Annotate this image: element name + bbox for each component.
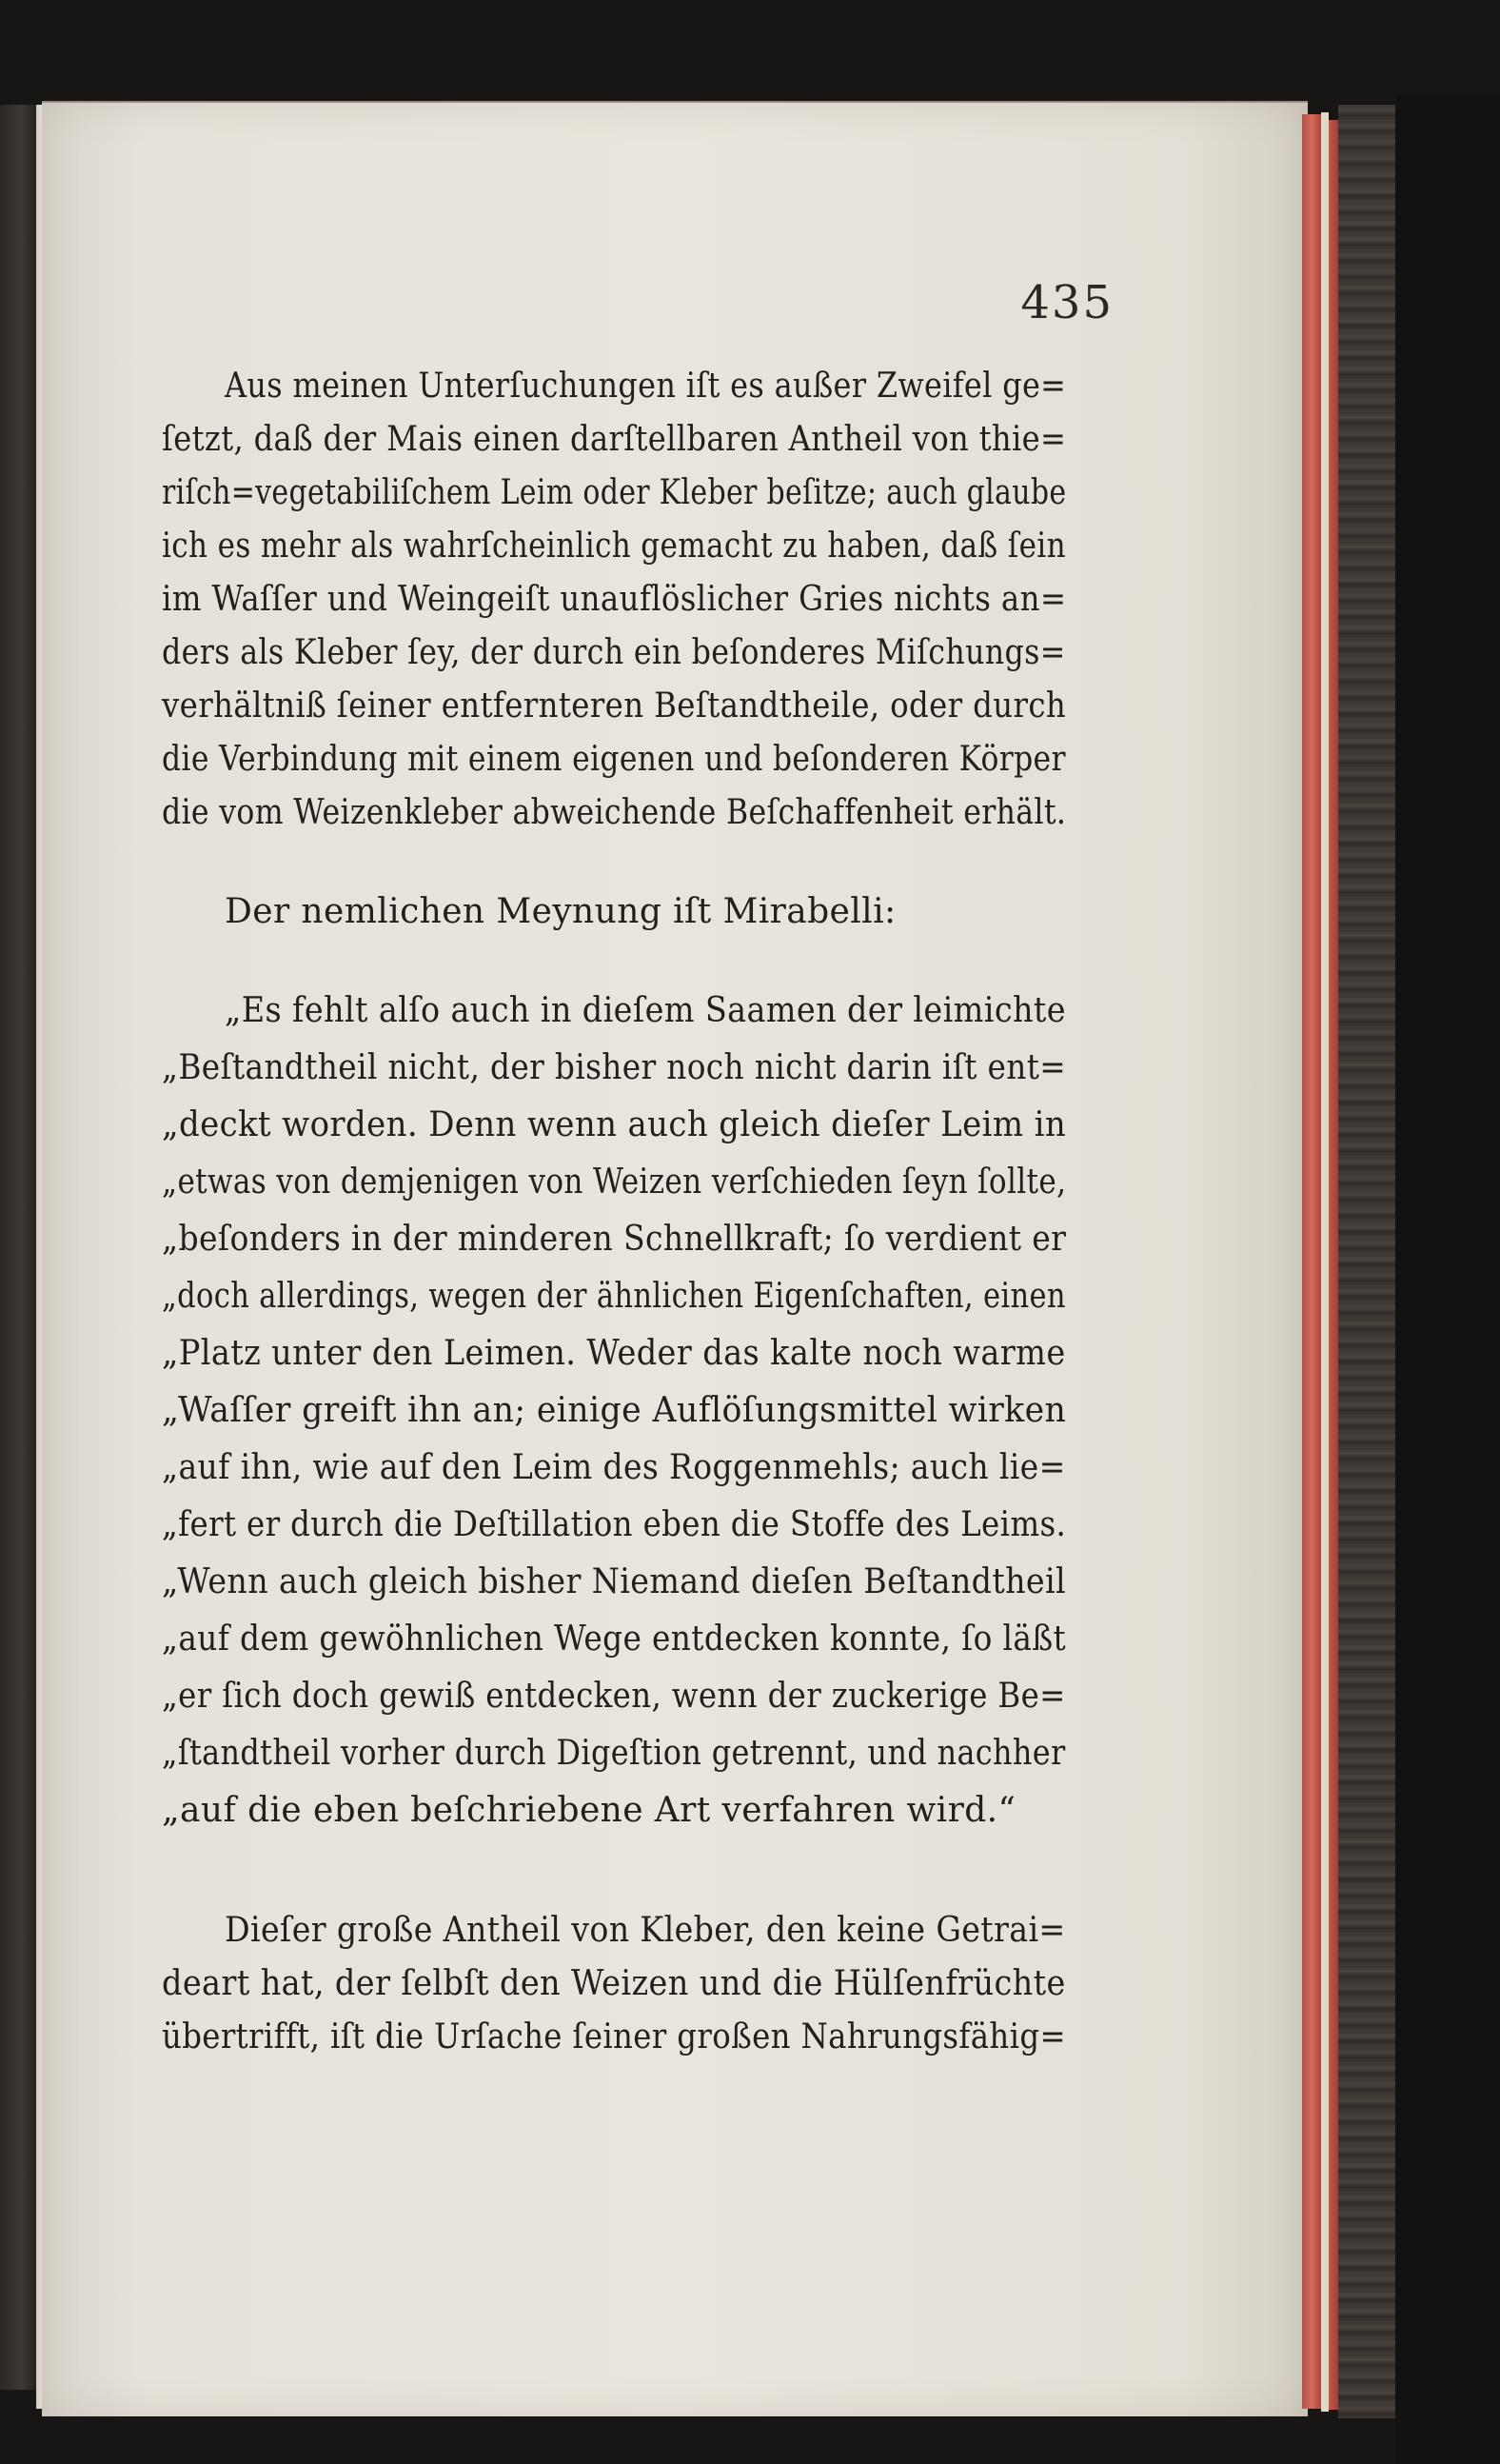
paragraph-1-line: die Verbindung mit einem eigenen und beſonderen Körper — [162, 740, 1066, 779]
paragraph-1-line: riſch=vegetabiliſchem Leim oder Kleber beſitze; auch glaube — [162, 473, 1067, 512]
paragraph-1-line: verhältniß ſeiner entfernteren Beſtandtheile, oder durch — [162, 686, 1067, 725]
quote-line: „er ſich doch gewiß entdecken, wenn der zuckerige Be= — [162, 1677, 1066, 1716]
left-cover-board — [0, 105, 36, 2390]
quote-line: „Es fehlt alſo auch in dieſem Saamen der leimichte — [225, 991, 1066, 1030]
red-fore-edge — [1302, 114, 1321, 2409]
quote-line: „doch allerdings, wegen der ähnlichen Eigenſchaften, einen — [162, 1277, 1066, 1316]
quote-line: „Platz unter den Leimen. Weder das kalte noch warme — [162, 1334, 1066, 1373]
quote-line: „deckt worden. Denn wenn auch gleich dieſer Leim in — [162, 1105, 1067, 1144]
scan-dark-margin — [1395, 95, 1500, 2464]
quote-line: „Beſtandtheil nicht, der bisher noch nicht darin iſt ent= — [162, 1048, 1067, 1087]
quote-line: „auf die eben beſchriebene Art verfahren wird.“ — [162, 1791, 1016, 1830]
quote-line: „etwas von demjenigen von Weizen verſchieden ſeyn ſollte, — [162, 1162, 1067, 1202]
paragraph-1-line: Aus meinen Unterſuchungen iſt es außer Zweifel ge= — [225, 367, 1067, 406]
right-cover-board — [1338, 105, 1395, 2418]
intro-line: Der nemlichen Meynung iſt Mirabelli: — [225, 892, 897, 931]
quote-line: „auf dem gewöhnlichen Wege entdecken konnte, ſo läßt — [162, 1619, 1067, 1659]
quote-line: „auf ihn, wie auf den Leim des Roggenmehls; auch lie= — [162, 1448, 1066, 1487]
paragraph-2-line: deart hat, der ſelbſt den Weizen und die Hülſenfrüchte — [162, 1964, 1066, 2003]
paragraph-1-line: im Waſſer und Weingeiſt unauflöslicher Gries nichts an= — [162, 580, 1067, 619]
red-fore-edge-outer — [1329, 120, 1338, 2410]
page-number: 435 — [1020, 276, 1114, 329]
quote-line: „ſtandtheil vorher durch Digeſtion getrennt, und nachher — [162, 1734, 1066, 1773]
quote-line: „Waſſer greift ihn an; einige Auflöſungsmittel wirken — [162, 1391, 1067, 1430]
quote-line: „beſonders in der minderen Schnellkraft; ſo verdient er — [162, 1220, 1067, 1259]
fore-edge-paper — [1321, 112, 1329, 2412]
paragraph-1-line: ich es mehr als wahrſcheinlich gemacht zu haben, daß ſein — [162, 527, 1066, 566]
paragraph-1-line: ders als Kleber ſey, der durch ein beſonderes Miſchungs= — [162, 633, 1066, 672]
quote-line: „Wenn auch gleich bisher Niemand dieſen Beſtandtheil — [162, 1562, 1067, 1601]
paragraph-1-line: ſetzt, daß der Mais einen darſtellbaren Antheil von thie= — [162, 420, 1067, 459]
quote-line: „fert er durch die Deſtillation eben die Stoffe des Leims. — [162, 1505, 1067, 1544]
paragraph-2-line: übertrifft, iſt die Urſache ſeiner großen Nahrungsfähig= — [162, 2017, 1066, 2057]
paragraph-1-line: die vom Weizenkleber abweichende Beſchaffenheit erhält. — [162, 793, 1067, 832]
paragraph-2-line: Dieſer große Antheil von Kleber, den keine Getrai= — [225, 1911, 1066, 1950]
